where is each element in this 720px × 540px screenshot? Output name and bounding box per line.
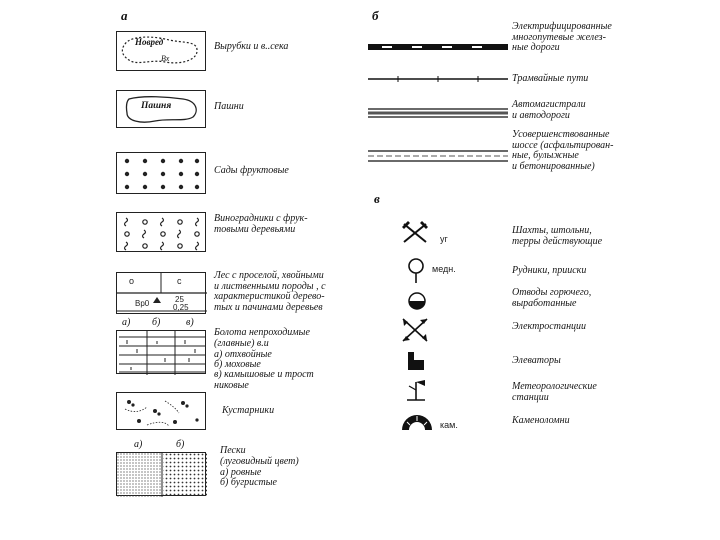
forest-number-1: Вр0 [135,299,150,308]
swamps-sub-b: б) [152,317,161,328]
section-a-header: а [121,8,128,23]
vineyards-swatch [116,212,206,252]
tram-symbol [368,76,508,82]
sands-swatch [116,452,206,496]
forest-number-3: 0,25 [173,303,189,312]
vineyards-label: Виноградники с фрук- товыми деревьями [214,213,308,235]
forest-label: Лес с проселой, хвойными и лиственными породы , с характеристикой дерево- тых и пачинами деревьев [214,270,326,313]
groves-swatch [116,31,206,71]
swamps-item-b: б) моховые [214,359,261,370]
mines-label: Шахты, штольни, терры действующие [512,225,603,247]
groves-inner-label: Новред [135,37,164,47]
forest-mark-1: о [129,276,135,286]
half-circle-icon [406,290,428,312]
orchard-dots [117,153,207,195]
vineyard-pattern [117,213,207,253]
swamps-sub-c: в) [186,317,194,328]
railways-label: Электрифицированные многопутевые желез- ные дороги [512,21,612,53]
swamps-item-c: в) камышовые и трост никовые [214,369,314,391]
section-c-header: в [374,191,380,206]
adits-label: Отводы горючего, выработанные [512,287,592,309]
quarries-label: Каменоломни [512,415,570,426]
forest-swatch [116,272,206,314]
sands-sub-b: б) [176,439,185,450]
orchards-swatch [116,152,206,194]
sands-item-b: б) бугристые [220,477,277,488]
sands-sub-a: а) [134,439,143,450]
elevators-label: Элеваторы [512,355,561,366]
swamps-item-a: а) отхвойные [214,349,272,360]
highway-symbol [368,108,508,118]
wells-tag: медн. [432,264,456,274]
swamps-swatch [116,330,206,374]
groves-inner-sublabel: Вх [161,54,170,63]
improved-road-symbol [368,150,508,162]
mines-tag: уг [440,234,448,244]
mine-pin-icon [406,258,426,284]
quarry-icon [400,412,434,432]
arable-label: Пашни [214,101,244,112]
forest-mark-2: с [177,276,182,286]
sands-label: Пески (луговидный цвет) [220,445,299,467]
swamps-sub-a: а) [122,317,131,328]
orchards-label: Сады фруктовые [214,165,289,176]
power-station-icon [400,316,430,344]
elevator-icon [406,350,426,372]
shrub-pattern [117,393,207,431]
highways-label: Автомагистрали и автодороги [512,99,586,121]
arable-inner-label: Пашня [141,101,172,111]
railway-symbol [368,42,508,52]
factories-label: Электростанции [512,321,587,332]
quarries-tag: кам. [440,420,458,430]
wells-label: Рудники, прииски [512,265,587,276]
sands-item-a: а) ровные [220,467,262,478]
swamp-pattern [117,331,207,375]
shrubs-swatch [116,392,206,430]
arable-swatch [116,90,206,128]
groves-label: Вырубки и в..сека [214,41,289,52]
swamps-label: Болота непроходимые (главные) в.и [214,327,310,349]
shrubs-label: Кустарники [222,405,275,416]
sand-pattern [117,453,207,497]
tram-label: Трамвайные пути [512,73,589,84]
crossed-hammers-icon [400,220,430,246]
improved-label: Усовершенствованные шоссе (асфальтирован- ные, булыжные и бетонированные) [512,129,614,172]
weather-station-icon [403,378,429,402]
section-b-header: б [372,8,379,23]
forest-number-2: 25 [175,295,184,304]
weather-label: Метеорологические станции [512,381,597,403]
